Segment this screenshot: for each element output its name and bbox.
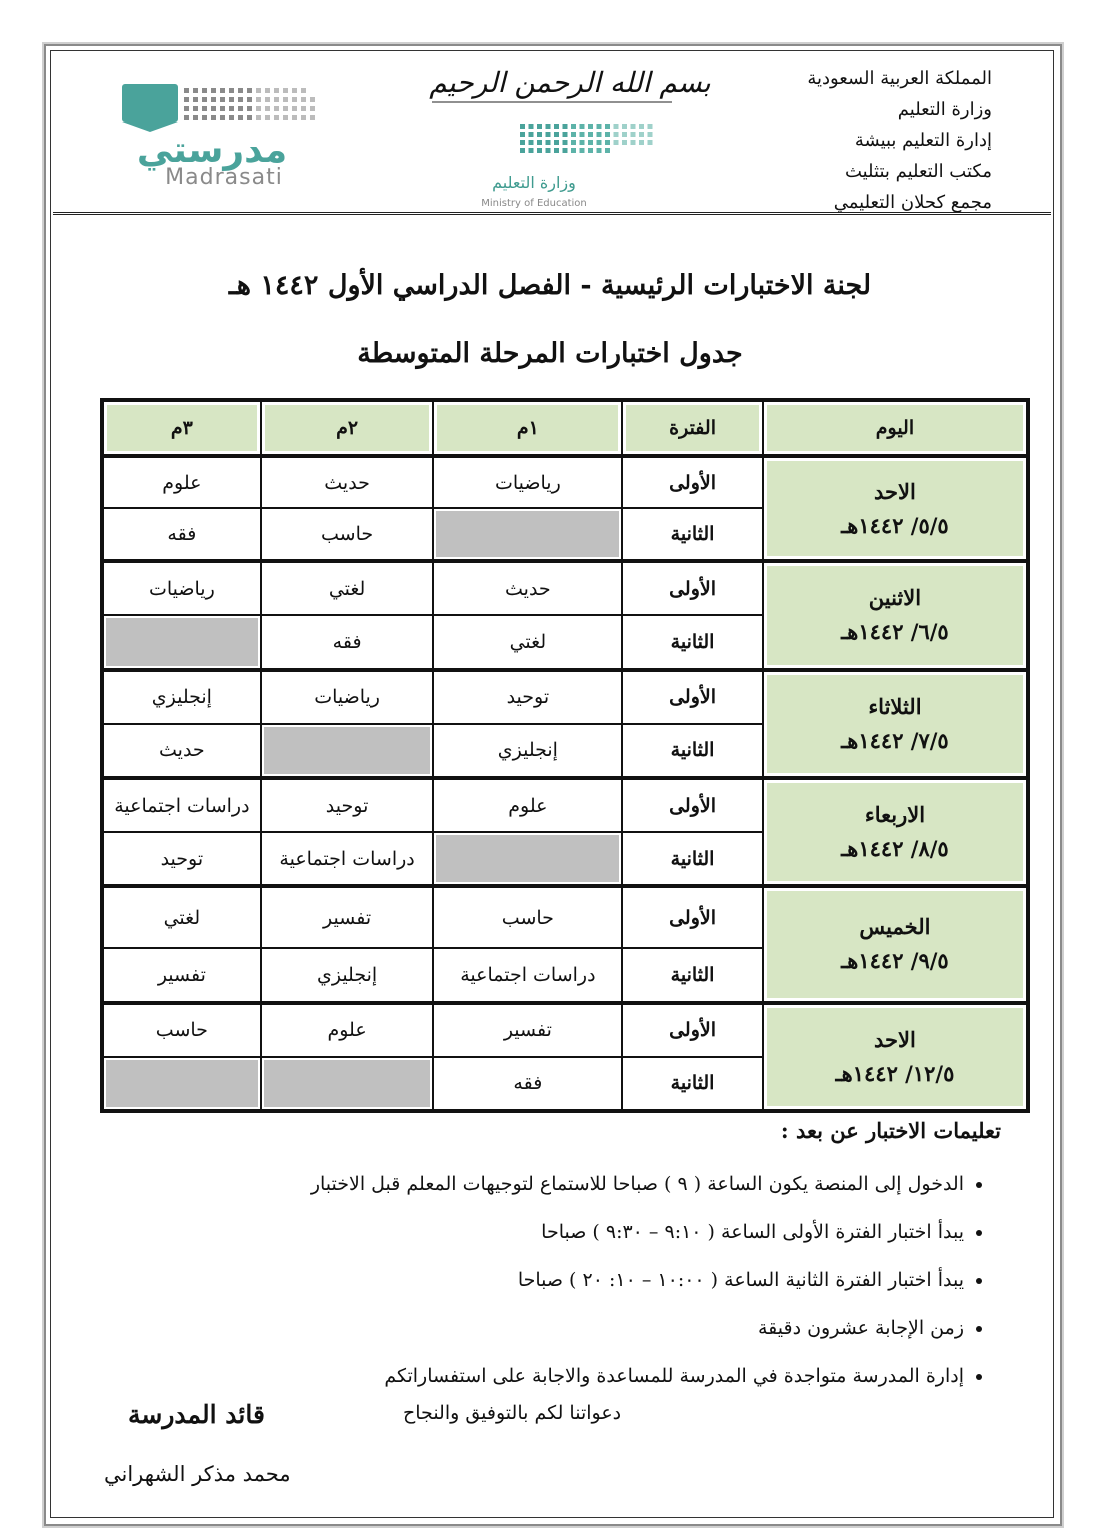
table-header-row — [102, 400, 1028, 456]
table-row — [102, 670, 1028, 724]
instruction-item: • زمن الإجابة عشرون دقيقة — [64, 1306, 964, 1354]
subject-cell: فقه — [261, 615, 434, 669]
subject-cell — [433, 508, 622, 561]
schedule-title: جدول اختبارات المرحلة المتوسطة — [357, 338, 743, 369]
period-cell: الثانية — [622, 724, 763, 778]
day-name: الاحد — [874, 478, 916, 504]
header-divider — [53, 212, 1051, 215]
subject-cell: لغتي — [261, 561, 434, 615]
madrasati-logo — [112, 80, 332, 190]
table-row — [102, 1003, 1028, 1057]
day-cell — [763, 561, 1028, 669]
day-cell — [763, 778, 1028, 886]
subject-cell — [433, 832, 622, 886]
instruction-item: • يبدأ اختبار الفترة الثانية الساعة ( ١٠:٠٠ – ١٠: ٢٠ ) صباحا — [64, 1258, 964, 1306]
header-address — [762, 63, 992, 218]
exam-schedule-table — [100, 398, 1030, 1113]
period-cell: الأولى — [622, 561, 763, 615]
leader-name: محمد مذكر الشهراني — [104, 1462, 291, 1486]
ministry-dots-icon — [520, 124, 653, 153]
period-cell: الأولى — [622, 778, 763, 832]
period-cell: الثانية — [622, 832, 763, 886]
subject-cell: إنجليزي — [102, 670, 261, 724]
period-cell: الثانية — [622, 948, 763, 1002]
day-cell — [763, 670, 1028, 778]
subject-cell: رياضيات — [261, 670, 434, 724]
subject-cell: إنجليزي — [261, 948, 434, 1002]
basmala-logo — [429, 52, 711, 112]
header-grade-1: ١م — [433, 400, 622, 456]
subject-cell — [261, 724, 434, 778]
day-name: الخميس — [859, 914, 931, 940]
header-grade-2: ٢م — [261, 400, 434, 456]
subject-cell: رياضيات — [102, 561, 261, 615]
basmala-text: بسم الله الرحمن الرحيم — [429, 66, 711, 99]
subject-cell: حاسب — [261, 508, 434, 561]
day-name: الاربعاء — [864, 802, 926, 828]
header-line-kingdom: المملكة العربية السعودية — [807, 68, 992, 89]
instruction-item: • إدارة المدرسة متواجدة في المدرسة للمساعدة والاجابة على استفساراتكم — [64, 1354, 964, 1402]
subject-cell: توحيد — [433, 670, 622, 724]
madrasati-dots-icon — [184, 88, 315, 120]
day-name: الاحد — [874, 1026, 916, 1052]
day-date: ١٢/٥/ ١٤٤٢هـ — [835, 1060, 955, 1086]
instructions-list — [64, 1162, 986, 1402]
table-row — [102, 886, 1028, 948]
ministry-logo-ar: وزارة التعليم — [492, 173, 576, 192]
instruction-item: • الدخول إلى المنصة يكون الساعة ( ٩ ) صباحا للاستماع لتوجيهات المعلم قبل الاختبار — [64, 1162, 964, 1210]
day-date: ٧/٥/ ١٤٤٢هـ — [841, 727, 949, 753]
header-period: الفترة — [622, 400, 763, 456]
day-cell — [763, 456, 1028, 561]
day-cell — [763, 1003, 1028, 1111]
table-row — [102, 561, 1028, 615]
header-line-office: مكتب التعليم بتثليث — [844, 161, 992, 182]
committee-title: لجنة الاختبارات الرئيسية - الفصل الدراسي الأول ١٤٤٢ هـ — [228, 270, 872, 301]
ministry-logo — [444, 118, 664, 210]
subject-cell: دراسات اجتماعية — [433, 948, 622, 1002]
subject-cell: لغتي — [433, 615, 622, 669]
subject-cell — [102, 1057, 261, 1111]
subject-cell: إنجليزي — [433, 724, 622, 778]
day-date: ٦/٥/ ١٤٤٢هـ — [841, 619, 949, 645]
instruction-item: • يبدأ اختبار الفترة الأولى الساعة ( ٩:١٠ – ٩:٣٠ ) صباحا — [64, 1210, 964, 1258]
period-cell: الأولى — [622, 456, 763, 508]
subject-cell: حديث — [433, 561, 622, 615]
subject-cell: علوم — [433, 778, 622, 832]
table-row — [102, 456, 1028, 508]
day-name: الثلاثاء — [868, 693, 922, 719]
subject-cell — [102, 615, 261, 669]
period-cell: الأولى — [622, 1003, 763, 1057]
period-cell: الأولى — [622, 886, 763, 948]
table-row — [102, 778, 1028, 832]
subject-cell: تفسير — [433, 1003, 622, 1057]
closing-wish: دعواتنا لكم بالتوفيق والنجاح — [403, 1402, 622, 1424]
header-grade-3: ٣م — [102, 400, 261, 456]
subject-cell: علوم — [102, 456, 261, 508]
header-line-ministry: وزارة التعليم — [897, 99, 992, 120]
subject-cell: حديث — [102, 724, 261, 778]
subject-cell: فقه — [433, 1057, 622, 1111]
subject-cell: توحيد — [102, 832, 261, 886]
period-cell: الثانية — [622, 615, 763, 669]
subject-cell: حديث — [261, 456, 434, 508]
ministry-logo-en: Ministry of Education — [481, 198, 587, 209]
day-date: ٨/٥/ ١٤٤٢هـ — [841, 836, 949, 862]
subject-cell: تفسير — [102, 948, 261, 1002]
leader-title: قائد المدرسة — [128, 1400, 265, 1429]
header-line-department: إدارة التعليم ببيشة — [854, 130, 992, 151]
madrasati-logo-en: Madrasati — [165, 165, 283, 190]
subject-cell: دراسات اجتماعية — [261, 832, 434, 886]
subject-cell: فقه — [102, 508, 261, 561]
period-cell: الأولى — [622, 670, 763, 724]
instructions-title: تعليمات الاختبار عن بعد : — [780, 1118, 1001, 1143]
header-day: اليوم — [763, 400, 1028, 456]
subject-cell: توحيد — [261, 778, 434, 832]
period-cell: الثانية — [622, 508, 763, 561]
day-date: ٥/٥/ ١٤٤٢هـ — [841, 512, 949, 538]
subject-cell: حاسب — [433, 886, 622, 948]
subject-cell: دراسات اجتماعية — [102, 778, 261, 832]
subject-cell: حاسب — [102, 1003, 261, 1057]
subject-cell: تفسير — [261, 886, 434, 948]
madrasati-logo-ar: مدرستي — [136, 130, 288, 171]
subject-cell: رياضيات — [433, 456, 622, 508]
period-cell: الثانية — [622, 1057, 763, 1111]
madrasati-book-icon — [122, 84, 178, 122]
subject-cell: لغتي — [102, 886, 261, 948]
subject-cell: علوم — [261, 1003, 434, 1057]
day-name: الاثنين — [868, 585, 922, 611]
subject-cell — [261, 1057, 434, 1111]
day-date: ٩/٥/ ١٤٤٢هـ — [841, 948, 949, 974]
day-cell — [763, 886, 1028, 1002]
header-line-complex: مجمع كحلان التعليمي — [833, 192, 992, 213]
